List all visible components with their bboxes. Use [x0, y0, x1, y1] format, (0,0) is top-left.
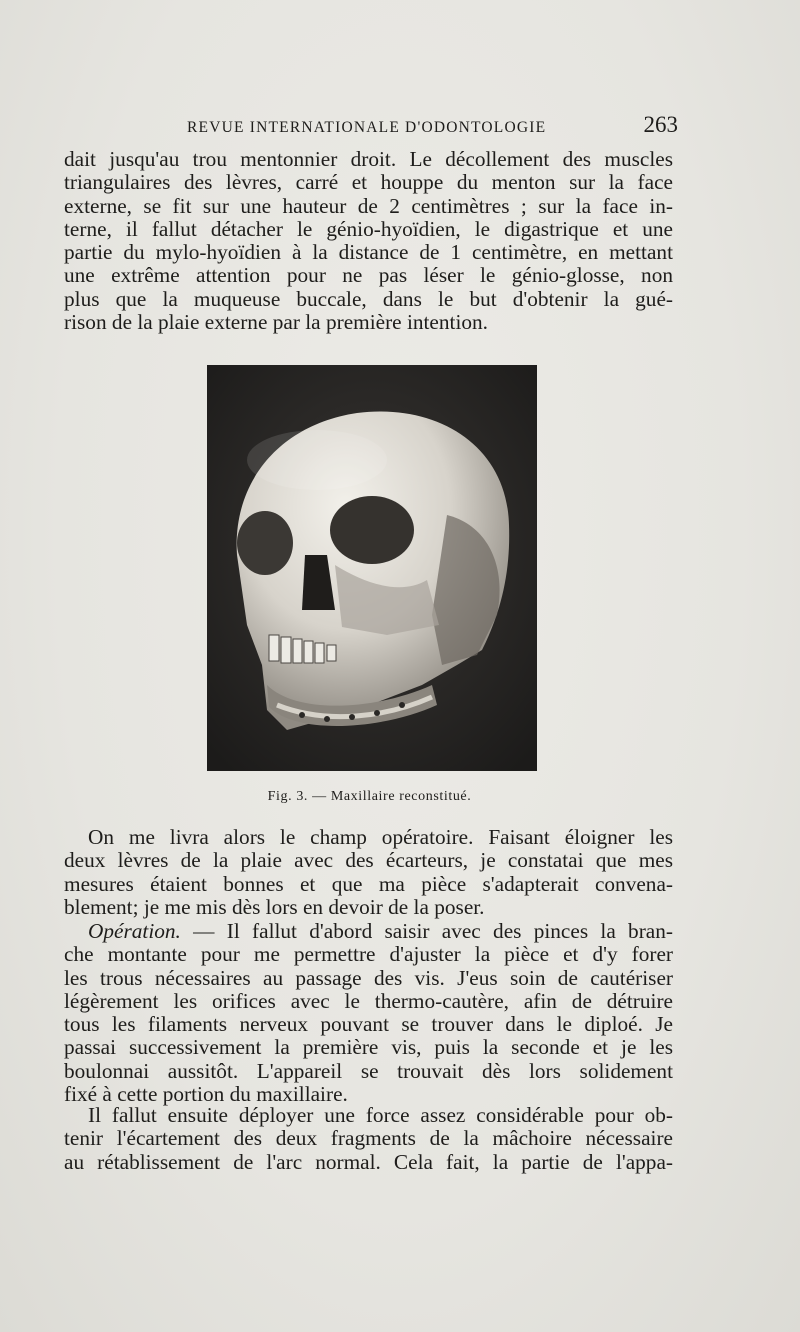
text-line: blement; je me mis dès lors en devoir de la poser. — [64, 895, 485, 919]
skull-photograph — [207, 365, 537, 771]
text-line: Il fallut ensuite déployer une force assez considérable pour ob- — [88, 1104, 673, 1127]
text-line: On me livra alors le champ opératoire. Faisant éloigner les — [88, 826, 673, 849]
text-line: plus que la muqueuse buccale, dans le but d'obtenir la gué- — [64, 287, 673, 311]
text-line: che montante pour me permettre d'ajuster la pièce et d'y forer — [64, 943, 673, 967]
text-line: tous les filaments nerveux pouvant se trouver dans le diploé. Je — [64, 1013, 673, 1037]
text-line: une extrême attention pour ne pas léser le génio-glosse, non — [64, 264, 673, 288]
text-line: externe, se fit sur une hauteur de 2 centimètres ; sur la face in- — [64, 194, 673, 218]
skull-image — [207, 365, 537, 771]
text-line: fixé à cette portion du maxillaire. — [64, 1083, 348, 1107]
paragraph-2 — [64, 826, 673, 919]
figure-caption: Fig. 3. — Maxillaire reconstitué. — [267, 789, 472, 804]
section-heading: Opération. — [88, 920, 181, 943]
paragraph-4 — [64, 1104, 673, 1174]
text-line: les trous nécessaires au passage des vis. J'eus soin de cautériser — [64, 966, 673, 990]
text-line: au rétablissement de l'arc normal. Cela fait, la partie de l'appa- — [64, 1150, 673, 1174]
text-line — [64, 920, 673, 943]
text-line: passai successivement la première vis, puis la seconde et je les — [64, 1036, 673, 1060]
text-line: tenir l'écartement des deux fragments de la mâchoire nécessaire — [64, 1127, 673, 1151]
paragraph-1 — [64, 148, 673, 334]
page-number: 263 — [643, 112, 678, 137]
text-line: légèrement les orifices avec le thermo-cautère, afin de détruire — [64, 989, 673, 1013]
page-header — [175, 112, 680, 142]
text-line: mesures étaient bonnes et que ma pièce s'adapterait convena- — [64, 872, 673, 896]
text-line: partie du mylo-hyoïdien à la distance de 1 centimètre, en mettant — [64, 241, 673, 265]
text-line: boulonnai aussitôt. L'appareil se trouvait dès lors solidement — [64, 1059, 673, 1083]
text-line: deux lèvres de la plaie avec des écarteurs, je constatai que mes — [64, 849, 673, 873]
text-line: dait jusqu'au trou mentonnier droit. Le décollement des muscles — [64, 148, 673, 171]
text-line: terne, il fallut détacher le génio-hyoïdien, le digastrique et une — [64, 217, 673, 241]
running-title: REVUE INTERNATIONALE D'ODONTOLOGIE — [187, 119, 547, 136]
text-line: triangulaires des lèvres, carré et houppe du menton sur la face — [64, 171, 673, 195]
paragraph-3 — [64, 920, 673, 1106]
text-line: rison de la plaie externe par la première intention. — [64, 311, 488, 335]
text-run: — Il fallut d'abord saisir avec des pinces la bran- — [180, 920, 673, 943]
